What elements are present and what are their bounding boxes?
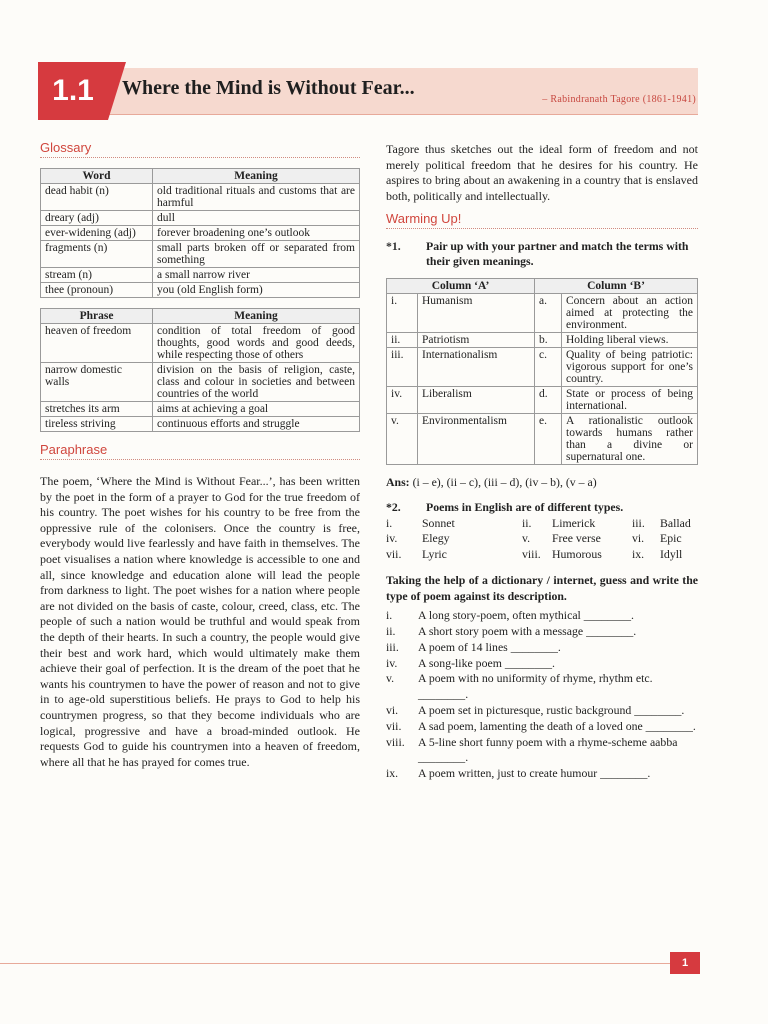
- word-table: Word Meaning dead habit (n) old traditional rituals and customs that are harmful dreary (adj) dull ever-widening (adj) forever broadening one’s outlook fragments (n) small parts broken off or separated from something stream (n) a small narrow river thee (pronoun) you (old English form): [40, 168, 360, 298]
- chapter-banner: [38, 62, 698, 120]
- table-row: thee (pronoun) you (old English form): [41, 283, 360, 298]
- table-row: dreary (adj) dull: [41, 211, 360, 226]
- table-row: ii. Patriotism b. Holding liberal views.: [387, 333, 698, 348]
- list-item: iv. A song-like poem ________.: [386, 655, 555, 670]
- chapter-number: 1.1: [38, 62, 108, 120]
- poem-types: i. Sonnet ii. Limerick iii. Ballad iv. Elegy v. Free verse vi. Epic vii. Lyric viii. Humorous ix. Idyll: [386, 515, 691, 562]
- paraphrase-text: The poem, ‘Where the Mind is Without Fear...’, has been written by the poet in the form of a prayer to God for the true freedom of his country. The poet wishes for his country to be free from the oppressive rule of the colonisers. Once the country is free, everybody would live fearlessly and have faith in themselves. The poet visualises a nation where knowledge is accessible to one and all, since knowledge and education alone will lead the people from darkness to light. The poet wishes for a nation where people are not divided on the basis of caste, colour, creed, class, etc. The people of such a nation would be truthful and would speak from the depth of their hearts. In such a country, the people would give their best and work hard, which would ultimately make them achieve their goal of perfection. It is the dream of the poet that he wants his countrymen to have the power of reason and not to give in to age-old superstitious beliefs. He prays to God to help his countrymen progress, so that they become individuals who are logical, progressive and have a broad-minded outlook. He requests God to guide his countrymen into a heaven of freedom, where all that he has prayed for comes true.: [40, 474, 360, 769]
- left-column: [40, 140, 360, 770]
- list-item: vii. A sad poem, lamenting the death of a loved one ________.: [386, 718, 696, 733]
- list-item: v. A poem with no uniformity of rhyme, rhythm etc. ________.: [386, 671, 653, 702]
- list-item: vi. A poem set in picturesque, rustic background ________.: [386, 702, 685, 717]
- table-row: ever-widening (adj) forever broadening one’s outlook: [41, 226, 360, 241]
- right-column: [386, 142, 698, 782]
- answer: Ans: (i – e), (ii – c), (iii – d), (iv – b), (v – a): [386, 475, 597, 489]
- table-row: narrow domestic walls division on the basis of religion, caste, class and colour in societies and between countries of the world: [41, 363, 360, 402]
- list-item: viii. A 5-line short funny poem with a rhyme-scheme aabba ________.: [386, 734, 678, 765]
- table-row: dead habit (n) old traditional rituals and customs that are harmful: [41, 184, 360, 211]
- match-table: Column ‘A’ Column ‘B’ i. Humanism a. Concern about an action aimed at protecting the environment. ii. Patriotism b. Holding liberal views. iii. Internationalism c. Quality of being patriotic: vigorous support for one’s country. iv. Liberalism d. State or process of being international. v. Environmentalism e. A rationalistic outlook towards humans rather than a divine or supernatural one.: [386, 278, 698, 465]
- paraphrase-heading: Paraphrase: [40, 442, 360, 460]
- glossary-heading: Glossary: [40, 140, 360, 158]
- intro-text: Tagore thus sketches out the ideal form of freedom and not merely political freedom that he desires for his country. He aspires to bring about an awakening in a country that is enslaved both, politically and intellectually.: [386, 142, 698, 204]
- question-1: *1. Pair up with your partner and match the terms with their given meanings.: [386, 238, 689, 269]
- page-number: 1: [670, 952, 700, 974]
- list-item: ix. A poem written, just to create humour ________.: [386, 766, 651, 781]
- description-list: [386, 608, 698, 782]
- list-item: ii. A short story poem with a message ________.: [386, 623, 637, 638]
- chapter-title: Where the Mind is Without Fear...: [122, 77, 415, 99]
- table-row: fragments (n) small parts broken off or separated from something: [41, 241, 360, 268]
- table-row: stretches its arm aims at achieving a goal: [41, 402, 360, 417]
- author: – Rabindranath Tagore (1861-1941): [542, 94, 696, 105]
- list-item: iii. A poem of 14 lines ________.: [386, 639, 561, 654]
- list-item: i. A long story-poem, often mythical ________.: [386, 608, 634, 623]
- question-2-instruction: Taking the help of a dictionary / internet, guess and write the type of poem against its description.: [386, 572, 698, 603]
- warming-up-heading: Warming Up!: [386, 211, 698, 229]
- table-row: stream (n) a small narrow river: [41, 268, 360, 283]
- table-row: tireless striving continuous efforts and struggle: [41, 417, 360, 432]
- table-row: i. Humanism a. Concern about an action aimed at protecting the environment.: [387, 294, 698, 333]
- table-row: heaven of freedom condition of total freedom of good thoughts, good words and good deeds, while respecting those of others: [41, 324, 360, 363]
- phrase-table: Phrase Meaning heaven of freedom condition of total freedom of good thoughts, good words and good deeds, while respecting those of others narrow domestic walls division on the basis of religion, caste, class and colour in societies and between countries of the world stretches its arm aims at achieving a goal tireless striving continuous efforts and struggle: [40, 308, 360, 432]
- table-row: iii. Internationalism c. Quality of being patriotic: vigorous support for one’s country.: [387, 348, 698, 387]
- question-2: *2. Poems in English are of different types.: [386, 500, 624, 514]
- table-row: v. Environmentalism e. A rationalistic outlook towards humans rather than a divine or supernatural one.: [387, 414, 698, 465]
- table-row: iv. Liberalism d. State or process of being international.: [387, 387, 698, 414]
